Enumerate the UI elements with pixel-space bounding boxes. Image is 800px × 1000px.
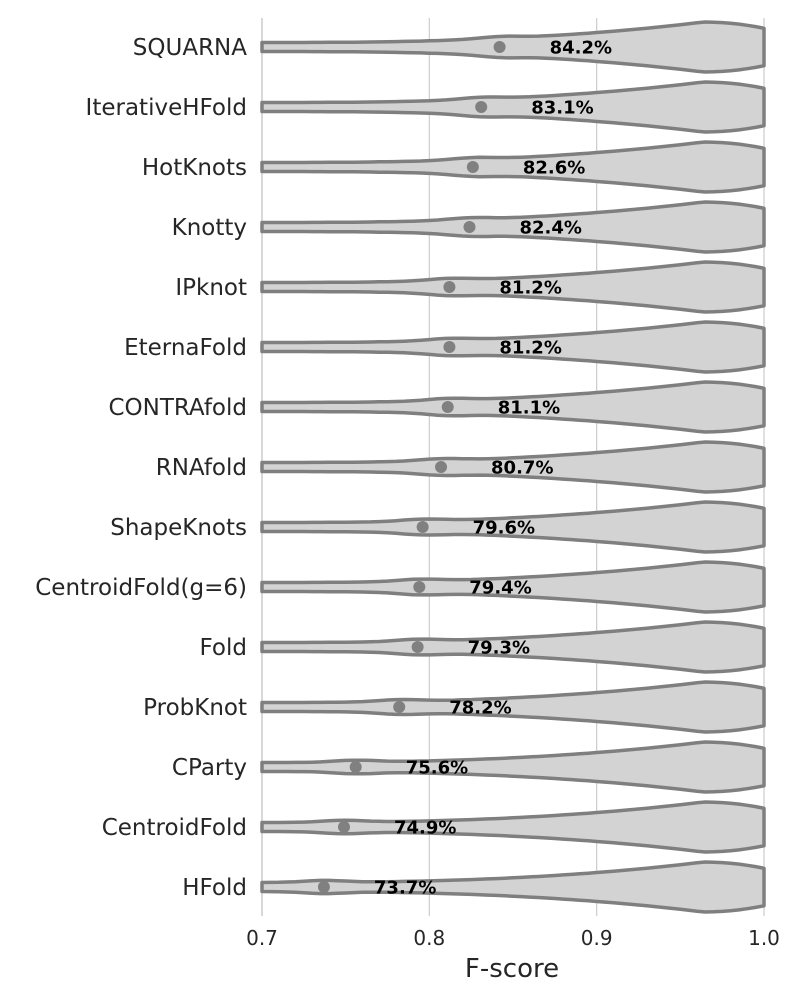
x-tick-label-layer <box>246 926 780 950</box>
median-dot <box>442 401 454 413</box>
violin-iterativehfold <box>262 82 764 132</box>
violin-knotty <box>262 202 764 252</box>
value-label: 81.1% <box>497 397 561 419</box>
value-label: 79.4% <box>469 577 532 599</box>
y-tick-label: HotKnots <box>141 155 247 181</box>
x-tick-label: 0.7 <box>246 926 278 950</box>
y-tick-label: CParty <box>171 755 247 781</box>
median-dot <box>393 701 405 713</box>
violin-centroidfold <box>262 802 764 852</box>
y-tick-label: SQUARNA <box>132 35 247 61</box>
y-tick-label: Fold <box>199 635 247 661</box>
y-tick-label: Knotty <box>171 215 247 241</box>
value-label: 78.2% <box>449 697 512 719</box>
y-tick-label: ProbKnot <box>143 695 247 721</box>
y-tick-label: RNAfold <box>155 455 247 481</box>
median-dot <box>443 341 455 353</box>
median-dot <box>350 761 362 773</box>
median-dot <box>412 641 424 653</box>
violin-probknot <box>262 682 764 732</box>
y-tick-label: ShapeKnots <box>110 515 247 541</box>
x-tick-label: 0.8 <box>413 926 446 950</box>
value-label: 75.6% <box>405 757 469 779</box>
value-label: 84.2% <box>549 37 613 59</box>
median-dot <box>435 461 447 473</box>
x-tick-label: 1.0 <box>748 926 780 950</box>
violin-hfold <box>262 862 764 912</box>
median-dot <box>475 101 487 113</box>
y-tick-label: CentroidFold(g=6) <box>35 575 247 601</box>
median-dot <box>443 281 455 293</box>
value-label: 81.2% <box>499 277 562 299</box>
median-dot <box>494 41 506 53</box>
y-tick-label-layer <box>35 35 247 901</box>
median-dot <box>318 881 330 893</box>
y-tick-label: IterativeHFold <box>85 95 247 121</box>
value-label: 80.7% <box>491 457 554 479</box>
median-dot <box>417 521 429 533</box>
median-dot <box>467 161 479 173</box>
y-tick-label: CentroidFold <box>101 815 247 841</box>
median-dot <box>338 821 350 833</box>
value-label: 74.9% <box>393 817 457 839</box>
y-tick-label: EternaFold <box>124 335 247 361</box>
value-label: 73.7% <box>373 877 437 899</box>
y-tick-label: CONTRAfold <box>108 395 247 421</box>
median-dot <box>413 581 425 593</box>
violin-hotknots <box>262 142 764 192</box>
x-axis-title: F-score <box>464 954 560 984</box>
x-tick-label: 0.9 <box>580 926 613 950</box>
value-label: 79.3% <box>467 637 531 659</box>
value-label: 81.2% <box>499 337 562 359</box>
value-label: 79.6% <box>472 517 536 539</box>
y-tick-label: HFold <box>182 875 247 901</box>
y-tick-label: IPknot <box>175 275 247 301</box>
median-dot <box>463 221 475 233</box>
violin-squarna <box>262 22 764 72</box>
violin-cparty <box>262 742 764 792</box>
value-label: 82.4% <box>519 217 582 239</box>
value-label: 82.6% <box>522 157 586 179</box>
value-label: 83.1% <box>531 97 594 119</box>
